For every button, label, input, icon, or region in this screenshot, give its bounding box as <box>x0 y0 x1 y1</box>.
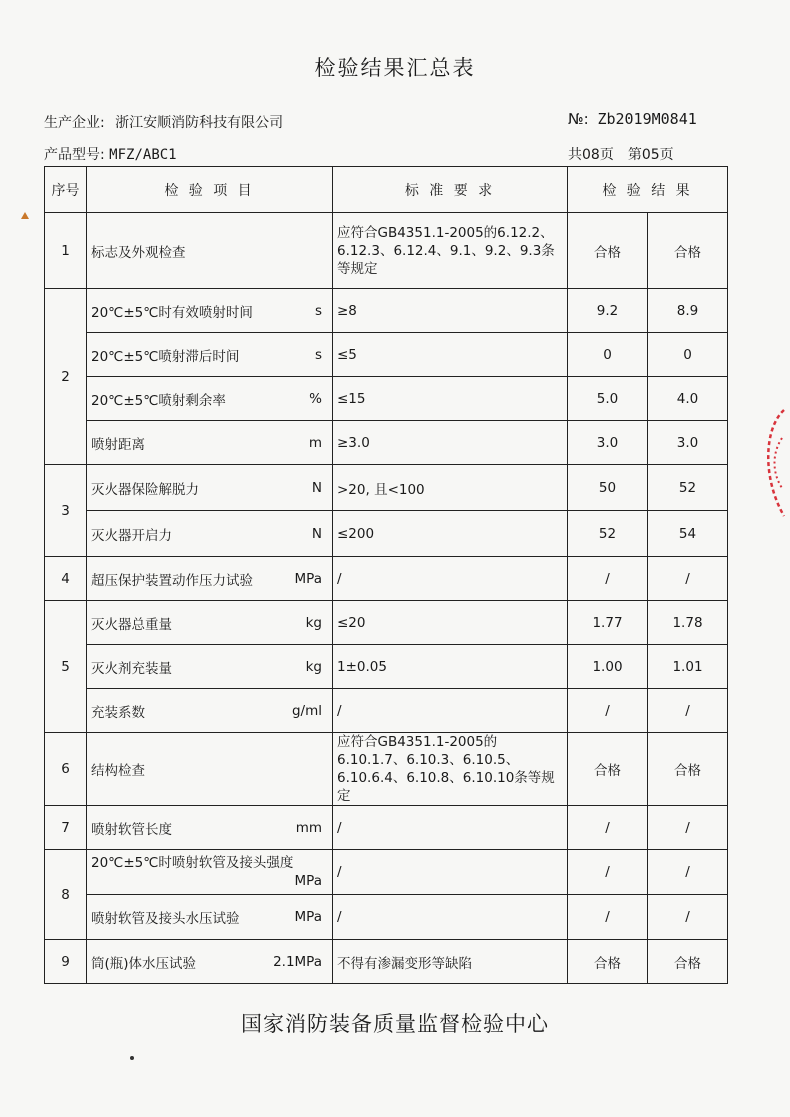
standard-cell: 应符合GB4351.1-2005的6.10.1.7、6.10.3、6.10.5、6.10.6.4、6.10.8、6.10.10条等规定 <box>333 733 568 806</box>
result-1-cell: / <box>568 806 648 850</box>
manufacturer-label: 生产企业: <box>44 115 105 131</box>
unit: mm <box>295 819 322 836</box>
item-cell <box>87 940 333 984</box>
standard-cell: ≤5 <box>333 333 568 377</box>
unit: 2.1MPa <box>273 953 322 970</box>
table-row <box>45 940 728 984</box>
table-row <box>45 421 728 465</box>
item-name: 灭火器开启力 <box>91 527 172 544</box>
result-1-cell: 52 <box>568 511 648 557</box>
item-cell <box>87 377 333 421</box>
results-table <box>44 166 728 984</box>
result-2-cell: 52 <box>648 465 728 511</box>
model-label: 产品型号: <box>44 147 105 163</box>
item-cell <box>87 895 333 940</box>
result-1-cell: 5.0 <box>568 377 648 421</box>
table-row <box>45 213 728 289</box>
seq-cell: 8 <box>45 850 87 940</box>
report-number: Zb2019M0841 <box>597 110 697 128</box>
seq-cell: 7 <box>45 806 87 850</box>
table-row <box>45 850 728 895</box>
model-line <box>44 144 177 164</box>
result-2-cell: / <box>648 557 728 601</box>
item-cell <box>87 733 333 806</box>
issuer-footer: 国家消防装备质量监督检验中心 <box>241 1012 549 1036</box>
item-cell <box>87 601 333 645</box>
result-1-cell: 9.2 <box>568 289 648 333</box>
unit: s <box>314 302 322 319</box>
result-2-cell: 合格 <box>648 213 728 289</box>
item-name: 灭火剂充装量 <box>91 660 172 677</box>
item-cell <box>87 806 333 850</box>
standard-cell: 1±0.05 <box>333 645 568 689</box>
standard-cell: >20, 且<100 <box>333 465 568 511</box>
item-name: 20℃±5℃喷射滞后时间 <box>91 348 240 365</box>
unit: N <box>311 479 322 496</box>
unit: m <box>308 434 322 451</box>
unit: kg <box>305 614 322 631</box>
seq-cell: 5 <box>45 601 87 733</box>
result-1-cell: / <box>568 895 648 940</box>
result-1-cell: / <box>568 689 648 733</box>
manufacturer-name: 浙江安顺消防科技有限公司 <box>115 115 284 131</box>
header-seq: 序号 <box>45 167 87 213</box>
result-1-cell: / <box>568 850 648 895</box>
table-row <box>45 289 728 333</box>
dot-mark-icon <box>130 1056 134 1060</box>
document-title: 检验结果汇总表 <box>314 56 476 80</box>
result-2-cell: 8.9 <box>648 289 728 333</box>
item-cell <box>87 850 333 895</box>
table-row <box>45 689 728 733</box>
unit: MPa <box>294 909 322 925</box>
report-number-label: №: <box>568 110 589 128</box>
page-info: 共08页 第05页 <box>568 147 674 163</box>
header-item: 检 验 项 目 <box>87 167 333 213</box>
standard-cell: 应符合GB4351.1-2005的6.12.2、6.12.3、6.12.4、9.1、9.2、9.3条等规定 <box>333 213 568 289</box>
corner-mark-icon <box>21 212 29 219</box>
item-name: 充装系数 <box>91 704 145 721</box>
unit: s <box>314 346 322 363</box>
result-2-cell: / <box>648 850 728 895</box>
item-cell <box>87 421 333 465</box>
table-row <box>45 377 728 421</box>
item-cell <box>87 689 333 733</box>
item-name: 20℃±5℃时有效喷射时间 <box>91 304 253 321</box>
result-1-cell: 合格 <box>568 733 648 806</box>
result-2-cell: / <box>648 806 728 850</box>
standard-cell: / <box>333 689 568 733</box>
standard-cell: ≥3.0 <box>333 421 568 465</box>
item-cell <box>87 557 333 601</box>
table-row <box>45 465 728 511</box>
item-cell <box>87 289 333 333</box>
table-row <box>45 601 728 645</box>
item-cell <box>87 511 333 557</box>
result-1-cell: 合格 <box>568 213 648 289</box>
result-2-cell: 合格 <box>648 733 728 806</box>
result-1-cell: 1.00 <box>568 645 648 689</box>
unit: MPa <box>294 873 322 889</box>
standard-cell: ≤15 <box>333 377 568 421</box>
table-row <box>45 511 728 557</box>
table-row <box>45 333 728 377</box>
table-header-row <box>45 167 728 213</box>
result-1-cell: 50 <box>568 465 648 511</box>
result-1-cell: 3.0 <box>568 421 648 465</box>
item-cell <box>87 645 333 689</box>
seq-cell: 3 <box>45 465 87 557</box>
table-row <box>45 806 728 850</box>
result-2-cell: / <box>648 895 728 940</box>
unit: kg <box>305 658 322 675</box>
unit: N <box>311 525 322 542</box>
manufacturer-line <box>44 112 283 132</box>
header-standard: 标 准 要 求 <box>333 167 568 213</box>
model-value: MFZ/ABC1 <box>109 147 177 163</box>
seq-cell: 1 <box>45 213 87 289</box>
item-name: 喷射软管长度 <box>91 821 172 838</box>
standard-cell: ≥8 <box>333 289 568 333</box>
result-1-cell: / <box>568 557 648 601</box>
unit: g/ml <box>291 702 322 719</box>
standard-cell: / <box>333 850 568 895</box>
item-name: 标志及外观检查 <box>91 244 186 261</box>
item-cell <box>87 213 333 289</box>
result-1-cell: 0 <box>568 333 648 377</box>
item-name: 灭火器总重量 <box>91 616 172 633</box>
result-2-cell: 0 <box>648 333 728 377</box>
result-1-cell: 1.77 <box>568 601 648 645</box>
item-name: 喷射软管及接头水压试验 <box>91 911 240 927</box>
result-2-cell: 1.78 <box>648 601 728 645</box>
result-2-cell: 4.0 <box>648 377 728 421</box>
result-2-cell: / <box>648 689 728 733</box>
item-name: 超压保护装置动作压力试验 <box>91 572 253 589</box>
result-2-cell: 54 <box>648 511 728 557</box>
standard-cell: / <box>333 557 568 601</box>
seq-cell: 4 <box>45 557 87 601</box>
header-result: 检 验 结 果 <box>568 167 728 213</box>
item-name: 结构检查 <box>91 763 145 779</box>
item-name: 20℃±5℃喷射剩余率 <box>91 392 226 409</box>
unit: % <box>309 390 322 407</box>
result-2-cell: 1.01 <box>648 645 728 689</box>
table-row <box>45 733 728 806</box>
table-row <box>45 645 728 689</box>
standard-cell: / <box>333 895 568 940</box>
standard-cell: ≤200 <box>333 511 568 557</box>
standard-cell: / <box>333 806 568 850</box>
result-2-cell: 合格 <box>648 940 728 984</box>
standard-cell: 不得有渗漏变形等缺陷 <box>333 940 568 984</box>
result-2-cell: 3.0 <box>648 421 728 465</box>
item-cell <box>87 465 333 511</box>
item-cell <box>87 333 333 377</box>
item-name: 喷射距离 <box>91 436 145 453</box>
item-name: 筒(瓶)体水压试验 <box>91 955 197 972</box>
unit: MPa <box>294 570 322 587</box>
seq-cell: 2 <box>45 289 87 465</box>
seq-cell: 6 <box>45 733 87 806</box>
item-name: 20℃±5℃时喷射软管及接头强度 <box>91 855 294 871</box>
standard-cell: ≤20 <box>333 601 568 645</box>
red-seal-stamp-icon <box>756 408 786 518</box>
table-row <box>45 557 728 601</box>
item-name: 灭火器保险解脱力 <box>91 481 199 498</box>
report-number-line <box>568 110 697 128</box>
result-1-cell: 合格 <box>568 940 648 984</box>
seq-cell: 9 <box>45 940 87 984</box>
table-row <box>45 895 728 940</box>
